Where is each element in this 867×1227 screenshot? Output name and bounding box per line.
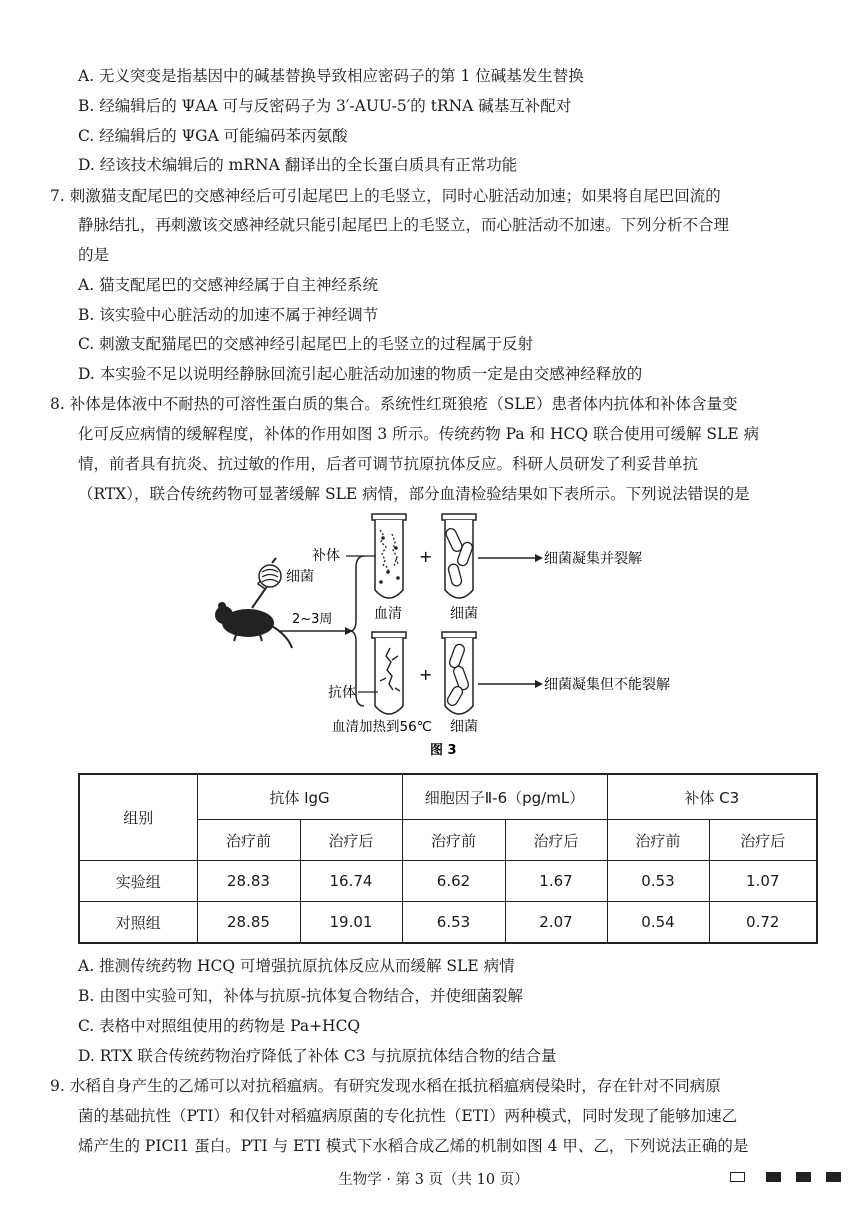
bacteria-tube-top-label: 细菌 bbox=[450, 606, 478, 622]
q9-stem-line-3: 烯产生的 PICI1 蛋白。PTI 与 ETI 模式下水稻合成乙烯的机制如图 4 甲、乙，下列说法正确的是 bbox=[78, 1137, 749, 1155]
q6-option-c: C. 经编辑后的 ΨGA 可能编码苯丙氨酸 bbox=[78, 127, 348, 145]
marker-square-hollow-icon bbox=[730, 1172, 745, 1182]
row-name: 对照组 bbox=[79, 902, 197, 944]
table-cell: 1.67 bbox=[505, 861, 607, 902]
bacteria-tube-top bbox=[442, 514, 476, 598]
q8-stem-line-4: （RTX），联合传统药物可显著缓解 SLE 病情，部分血清检验结果如下表所示。下列说法错误的是 bbox=[78, 485, 750, 503]
bacteria-tube-bottom bbox=[442, 632, 476, 714]
weeks-label: 2~3周 bbox=[292, 612, 333, 627]
serum-heated-label: 血清加热到56℃ bbox=[332, 719, 432, 735]
sub-header: 治疗前 bbox=[607, 820, 709, 861]
figure-caption: 图 3 bbox=[430, 743, 457, 758]
sub-header: 治疗前 bbox=[197, 820, 300, 861]
q7-option-a: A. 猫支配尾巴的交感神经属于自主神经系统 bbox=[78, 276, 379, 294]
page-footer: 生物学 · 第 3 页（共 10 页） bbox=[338, 1172, 529, 1188]
bacteria-icon bbox=[259, 565, 281, 587]
table-row bbox=[79, 902, 817, 944]
q7-stem-line-2: 静脉结扎，再刺激该交感神经就只能引起尾巴上的毛竖立，而心脏活动不加速。下列分析不合理 bbox=[78, 216, 730, 234]
plus-sign-bottom: + bbox=[419, 665, 433, 684]
table-cell: 0.72 bbox=[709, 902, 817, 944]
result-top-label: 细菌凝集并裂解 bbox=[544, 551, 642, 567]
q9-stem-line-2: 菌的基础抗性（PTI）和仅针对稻瘟病原菌的专化抗性（ETI）两种模式，同时发现了能够加速乙 bbox=[78, 1107, 738, 1125]
serum-tube-top bbox=[372, 514, 406, 598]
q6-option-a: A. 无义突变是指基因中的碱基替换导致相应密码子的第 1 位碱基发生替换 bbox=[78, 67, 584, 85]
q7-option-b: B. 该实验中心脏活动的加速不属于神经调节 bbox=[78, 306, 379, 324]
q7-stem-line-1: 7. 刺激猫支配尾巴的交感神经后可引起尾巴上的毛竖立，同时心脏活动加速；如果将自尾巴回流的 bbox=[50, 187, 721, 205]
q8-stem-line-1: 8. 补体是体液中不耐热的可溶性蛋白质的集合。系统性红斑狼疮（SLE）患者体内抗体和补体含量变 bbox=[50, 395, 738, 413]
table-cell: 2.07 bbox=[505, 902, 607, 944]
serum-label: 血清 bbox=[374, 606, 402, 622]
table-cell: 28.83 bbox=[197, 861, 300, 902]
serum-results-table bbox=[78, 773, 818, 944]
c3-header: 补体 C3 bbox=[607, 774, 817, 820]
serum-tube-bottom bbox=[372, 632, 406, 714]
q9-stem-line-1: 9. 水稻自身产生的乙烯可以对抗稻瘟病。有研究发现水稻在抵抗稻瘟病侵染时，存在针对不同病原 bbox=[50, 1077, 721, 1095]
plus-sign-top: + bbox=[419, 547, 433, 566]
result-bottom-label: 细菌凝集但不能裂解 bbox=[544, 677, 670, 693]
q8-option-d: D. RTX 联合传统药物治疗降低了补体 C3 与抗原抗体结合物的结合量 bbox=[78, 1047, 557, 1065]
q6-option-d: D. 经该技术编辑后的 mRNA 翻译出的全长蛋白质具有正常功能 bbox=[78, 156, 518, 174]
bacteria-label: 细菌 bbox=[286, 569, 314, 585]
q7-option-c: C. 刺激支配猫尾巴的交感神经引起尾巴上的毛竖立的过程属于反射 bbox=[78, 335, 534, 353]
igg-header: 抗体 IgG bbox=[197, 774, 402, 820]
row-name: 实验组 bbox=[79, 861, 197, 902]
bacteria-tube-bottom-label: 细菌 bbox=[450, 719, 478, 735]
q8-option-a: A. 推测传统药物 HCQ 可增强抗原抗体反应从而缓解 SLE 病情 bbox=[78, 957, 515, 975]
table-cell: 6.62 bbox=[402, 861, 505, 902]
table-row bbox=[79, 861, 817, 902]
table-cell: 6.53 bbox=[402, 902, 505, 944]
q8-stem-line-2: 化可反应病情的缓解程度，补体的作用如图 3 所示。传统药物 Pa 和 HCQ 联合使用可缓解 SLE 病 bbox=[78, 425, 760, 443]
q8-stem-line-3: 情，前者具有抗炎、抗过敏的作用，后者可调节抗原抗体反应。科研人员研发了利妥昔单抗 bbox=[78, 455, 699, 473]
marker-square-solid-icon bbox=[796, 1172, 811, 1182]
q6-option-b: B. 经编辑后的 ΨAA 可与反密码子为 3′-AUU-5′的 tRNA 碱基互补配对 bbox=[78, 97, 572, 115]
sub-header: 治疗后 bbox=[505, 820, 607, 861]
group-header: 组别 bbox=[79, 774, 197, 861]
figure-3-complement-diagram bbox=[200, 508, 700, 763]
antibody-label: 抗体 bbox=[328, 685, 356, 701]
sub-header: 治疗后 bbox=[300, 820, 402, 861]
sub-header: 治疗后 bbox=[709, 820, 817, 861]
table-cell: 0.54 bbox=[607, 902, 709, 944]
q8-option-c: C. 表格中对照组使用的药物是 Pa+HCQ bbox=[78, 1017, 361, 1035]
sub-header: 治疗前 bbox=[402, 820, 505, 861]
complement-label: 补体 bbox=[312, 548, 340, 564]
table-cell: 16.74 bbox=[300, 861, 402, 902]
table-cell: 0.53 bbox=[607, 861, 709, 902]
q8-option-b: B. 由图中实验可知，补体与抗原-抗体复合物结合，并使细菌裂解 bbox=[78, 987, 523, 1005]
il6-header: 细胞因子Ⅱ-6（pg/mL） bbox=[402, 774, 607, 820]
table-cell: 28.85 bbox=[197, 902, 300, 944]
q7-option-d: D. 本实验不足以说明经静脉回流引起心脏活动加速的物质一定是由交感神经释放的 bbox=[78, 365, 643, 383]
table-cell: 19.01 bbox=[300, 902, 402, 944]
table-cell: 1.07 bbox=[709, 861, 817, 902]
q7-stem-line-3: 的是 bbox=[78, 246, 110, 264]
marker-square-solid-icon bbox=[826, 1172, 841, 1182]
marker-square-solid-icon bbox=[766, 1172, 781, 1182]
mouse-icon bbox=[215, 602, 292, 648]
